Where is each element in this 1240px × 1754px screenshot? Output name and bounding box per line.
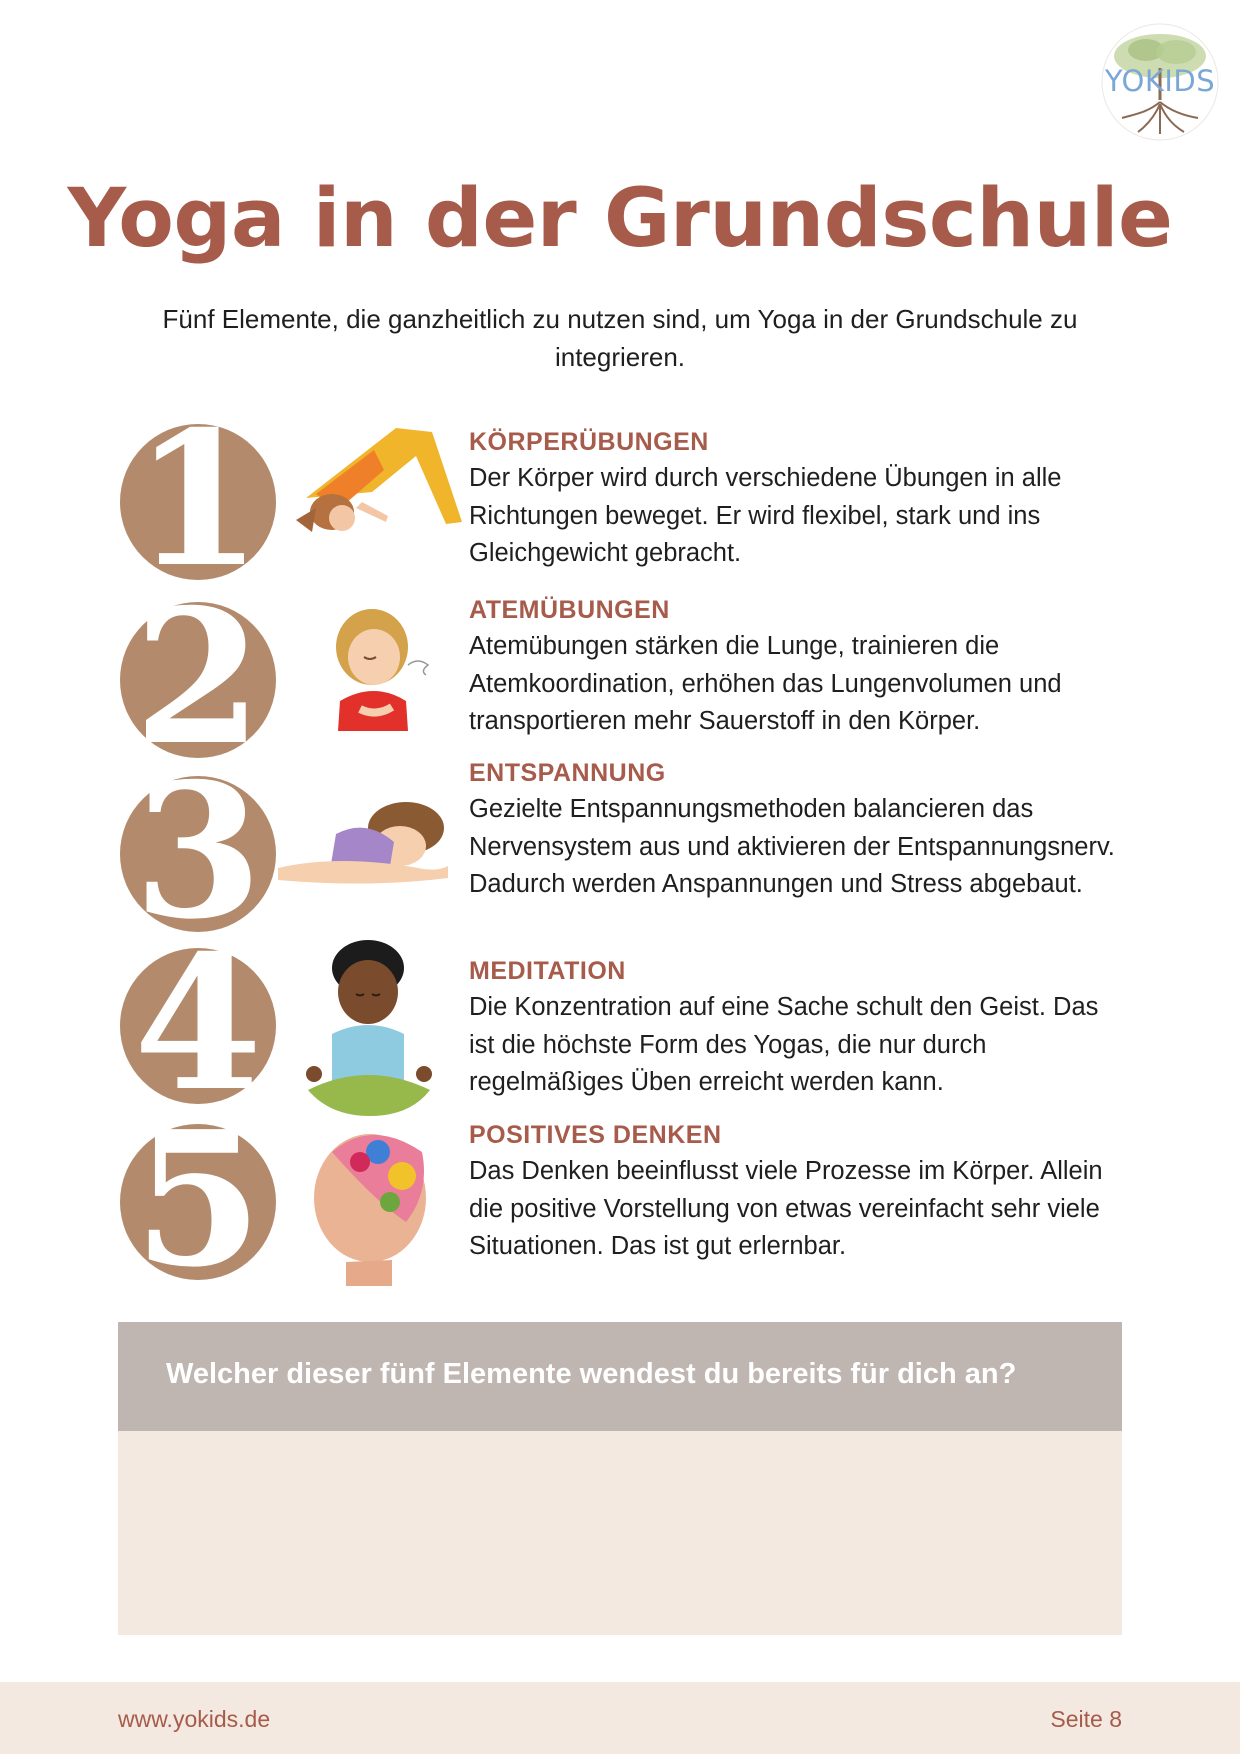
number-2-badge — [118, 600, 278, 760]
number-1-badge — [118, 422, 278, 582]
element-text: Gezielte Entspannungsmethoden balancieren das Nervensystem aus und aktivieren der Entspannungsnerv. Dadurch werden Anspannungen und Stress abgebaut. — [469, 795, 1115, 898]
element-text: Atemübungen stärken die Lunge, trainieren die Atemkoordination, erhöhen das Lungenvolumen und transportieren mehr Sauerstoff in den Körper. — [469, 632, 1062, 735]
yokids-logo — [1100, 22, 1220, 142]
element-heading: ATEMÜBUNGEN — [469, 596, 670, 624]
footer-url[interactable]: www.yokids.de — [118, 1706, 271, 1732]
number-1-text: 1 — [133, 422, 263, 582]
element-heading: ENTSPANNUNG — [469, 759, 666, 787]
element-heading: POSITIVES DENKEN — [469, 1121, 722, 1149]
element-text: Das Denken beeinflusst viele Prozesse im Körper. Allein die positive Vorstellung von etwas vereinfacht sehr viele Situationen. Das ist gut erlernbar. — [469, 1157, 1103, 1260]
number-3-text: 3 — [133, 774, 263, 934]
logo-text: YOKIDS — [1104, 64, 1216, 98]
question-text: Welcher dieser fünf Elemente wendest du bereits für dich an? — [166, 1358, 1017, 1390]
number-5-text: 5 — [133, 1122, 263, 1282]
page-subtitle: Fünf Elemente, die ganzheitlich zu nutzen sind, um Yoga in der Grundschule zu integrieren. — [162, 304, 1078, 372]
resting-child-illustration — [276, 798, 456, 888]
element-atemuebungen — [469, 596, 1129, 741]
page-number: Seite 8 — [1050, 1706, 1122, 1732]
page-footer — [0, 1682, 1240, 1754]
element-heading: MEDITATION — [469, 957, 626, 985]
number-4-text: 4 — [133, 946, 263, 1106]
breathing-child-illustration — [330, 605, 440, 737]
element-positives-denken — [469, 1121, 1129, 1266]
number-2-text: 2 — [133, 600, 263, 760]
number-3-badge — [118, 774, 278, 934]
number-4-badge — [118, 946, 278, 1106]
element-koerperuebungen — [469, 428, 1129, 573]
number-5-badge — [118, 1122, 278, 1282]
element-heading: KÖRPERÜBUNGEN — [469, 428, 709, 456]
element-meditation — [469, 957, 1129, 1102]
element-entspannung — [469, 759, 1129, 904]
page-title: Yoga in der Grundschule — [67, 172, 1173, 266]
downward-dog-child-illustration — [276, 420, 472, 550]
meditating-child-illustration — [302, 940, 436, 1118]
element-text: Der Körper wird durch verschiedene Übungen in alle Richtungen beweget. Er wird flexibel, stark und ins Gleichgewicht gebracht. — [469, 464, 1062, 567]
flower-head-illustration — [306, 1122, 432, 1286]
answer-area[interactable] — [118, 1431, 1122, 1635]
question-header — [118, 1322, 1122, 1431]
element-text: Die Konzentration auf eine Sache schult den Geist. Das ist die höchste Form des Yogas, die nur durch regelmäßiges Üben erreicht werden kann. — [469, 993, 1099, 1096]
